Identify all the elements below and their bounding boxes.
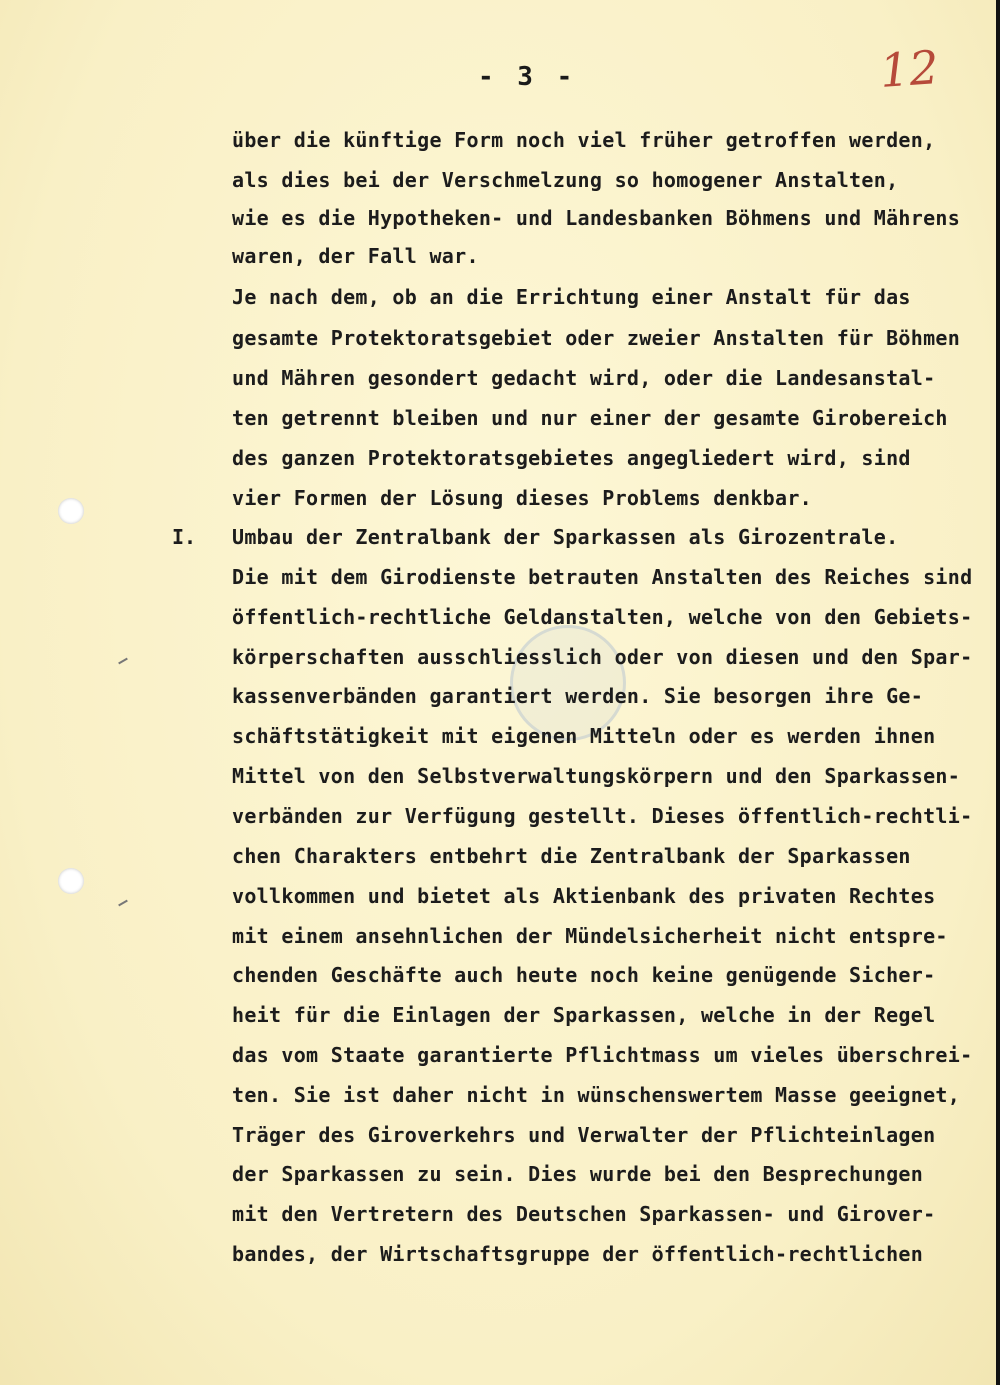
text-line: Mittel von den Selbstverwaltungskörpern und den Sparkassen- (232, 764, 961, 788)
text-line: gesamte Protektoratsgebiet oder zweier Anstalten für Böhmen (232, 326, 961, 350)
text-line: das vom Staate garantierte Pflichtmass um vieles überschrei- (232, 1043, 973, 1067)
text-line: mit einem ansehnlichen der Mündelsicherheit nicht entspre- (232, 924, 948, 948)
text-line: Träger des Giroverkehrs und Verwalter der Pflichteinlagen (232, 1123, 936, 1147)
text-line: der Sparkassen zu sein. Dies wurde bei den Besprechungen (232, 1162, 924, 1186)
handwritten-page-number: 12 (878, 40, 941, 98)
section-heading: Umbau der Zentralbank der Sparkassen als Girozentrale. (232, 525, 899, 549)
text-line: verbänden zur Verfügung gestellt. Dieses öffentlich-rechtli- (232, 804, 973, 828)
text-line: Die mit dem Girodienste betrauten Anstalten des Reiches sind (232, 565, 973, 589)
text-line: chen Charakters entbehrt die Zentralbank der Sparkassen (232, 844, 911, 868)
page-number: - 3 - (478, 62, 577, 92)
section-marker: I. (172, 525, 197, 549)
text-line: chenden Geschäfte auch heute noch keine genügende Sicher- (232, 963, 936, 987)
text-line: vier Formen der Lösung dieses Problems denkbar. (232, 486, 813, 510)
text-line: körperschaften ausschliesslich oder von diesen und den Spar- (232, 645, 973, 669)
punch-hole (58, 498, 84, 524)
text-line: und Mähren gesondert gedacht wird, oder die Landesanstal- (232, 366, 936, 390)
text-line: öffentlich-rechtliche Geldanstalten, welche von den Gebiets- (232, 605, 973, 629)
text-line: ten getrennt bleiben und nur einer der gesamte Girobereich (232, 406, 948, 430)
text-line: ten. Sie ist daher nicht in wünschenswertem Masse geeignet, (232, 1083, 961, 1107)
punch-hole (58, 868, 84, 894)
text-line: waren, der Fall war. (232, 244, 479, 268)
margin-mark (118, 658, 128, 665)
text-line: kassenverbänden garantiert werden. Sie besorgen ihre Ge- (232, 684, 924, 708)
text-line: über die künftige Form noch viel früher getroffen werden, (232, 128, 936, 152)
text-line: wie es die Hypotheken- und Landesbanken Böhmens und Mährens (232, 206, 961, 230)
text-line: schäftstätigkeit mit eigenen Mitteln oder es werden ihnen (232, 724, 936, 748)
text-line: bandes, der Wirtschaftsgruppe der öffentlich-rechtlichen (232, 1242, 924, 1266)
text-line: als dies bei der Verschmelzung so homogener Anstalten, (232, 168, 899, 192)
text-line: vollkommen und bietet als Aktienbank des privaten Rechtes (232, 884, 936, 908)
text-line: Je nach dem, ob an die Errichtung einer Anstalt für das (232, 285, 911, 309)
page-edge (996, 0, 1000, 1385)
text-line: des ganzen Protektoratsgebietes angegliedert wird, sind (232, 446, 911, 470)
margin-mark (118, 900, 128, 907)
text-line: heit für die Einlagen der Sparkassen, welche in der Regel (232, 1003, 936, 1027)
text-line: mit den Vertretern des Deutschen Sparkassen- und Girover- (232, 1202, 936, 1226)
